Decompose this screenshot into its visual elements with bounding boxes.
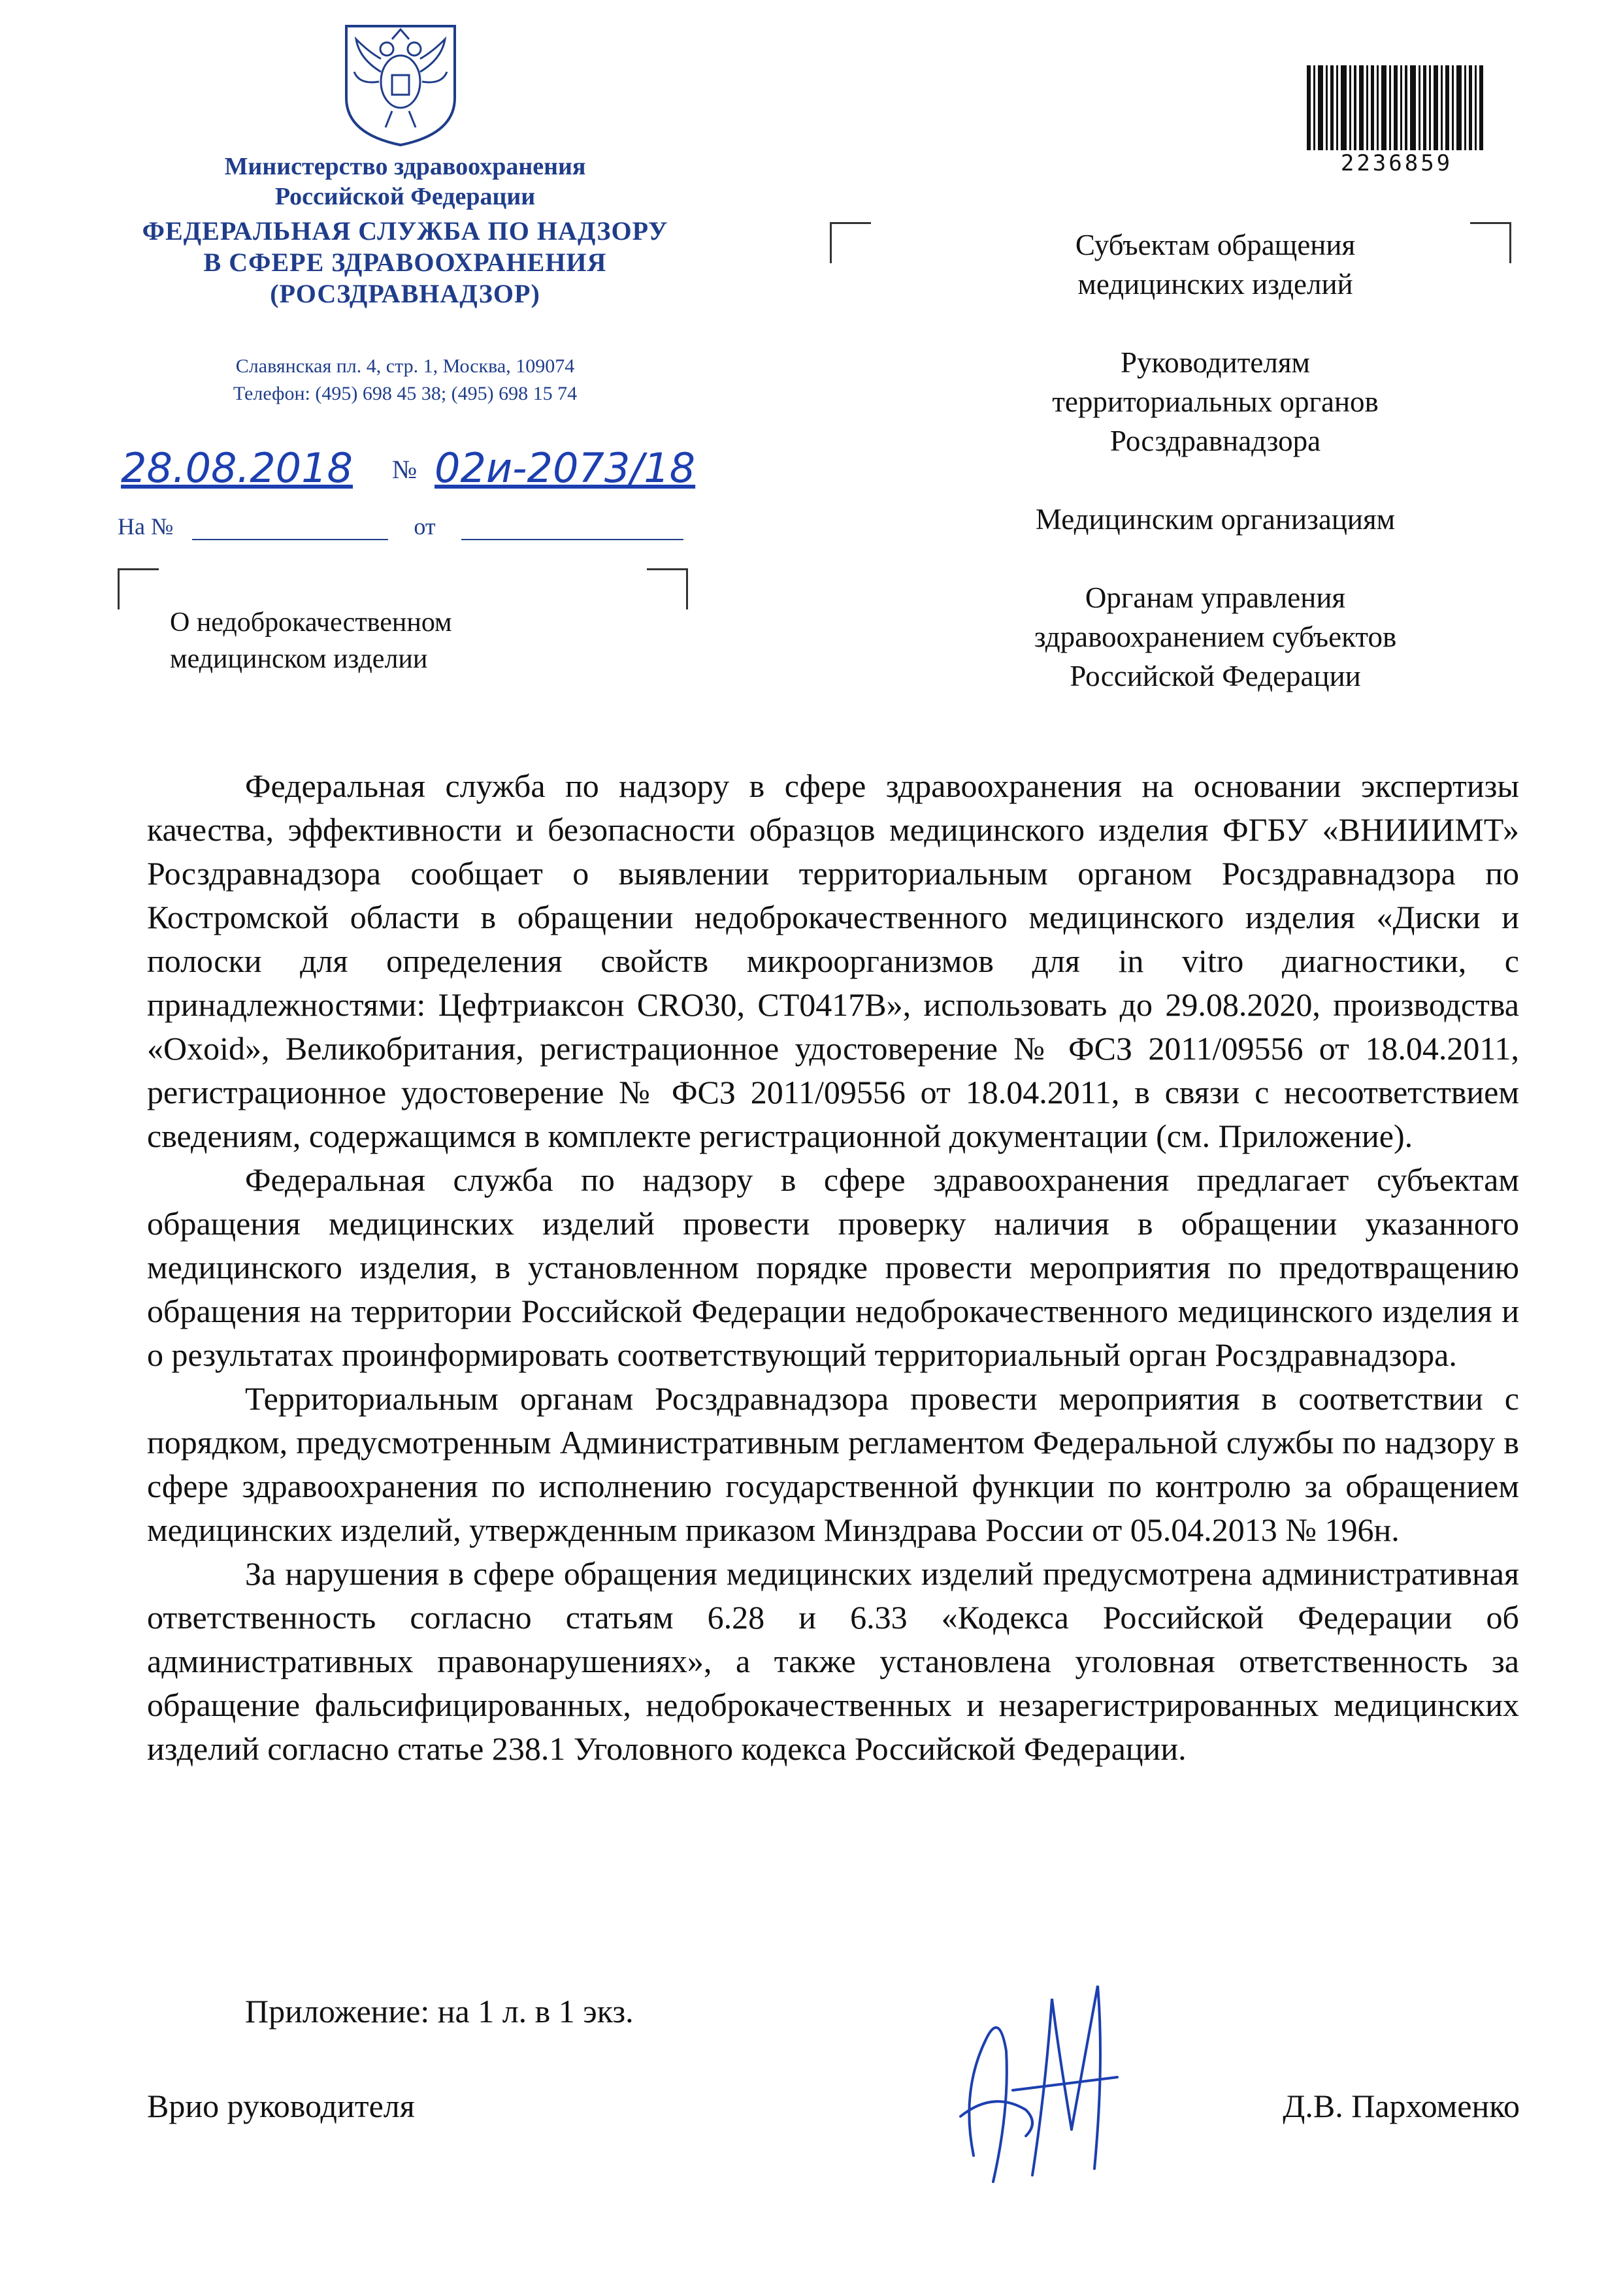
- addressee-line: медицинских изделий: [1077, 268, 1353, 300]
- letter-subject: [170, 604, 562, 677]
- state-emblem-icon: [340, 20, 461, 148]
- ministry-name: [150, 152, 660, 212]
- addressee-line: Медицинским организациям: [1035, 503, 1396, 536]
- service-line-2: В СФЕРЕ ЗДРАВООХРАНЕНИЯ: [203, 248, 607, 277]
- body-paragraph-3: Территориальным органам Росздравнадзора провести мероприятия в соответствии с порядком, предусмотренным Административным регламентом Федеральной службы по надзору в сфере здравоохранения по исполнению государственной функции по контролю за обращением медицинских изделий, утвержденным приказом Минздрава России от 05.04.2013 № 196н.: [147, 1380, 1519, 1548]
- ref-date-line: [461, 518, 683, 540]
- service-contacts: [131, 353, 680, 408]
- addressee-block: [902, 225, 1529, 735]
- addressee-line: Руководителям: [1121, 346, 1310, 379]
- attachment-note: Приложение: на 1 л. в 1 экз.: [245, 1993, 634, 2029]
- addressee-line: Российской Федерации: [1070, 660, 1361, 692]
- body-paragraph-2: Федеральная служба по надзору в сфере здравоохранения предлагает субъектам обращения медицинских изделий провести проверку наличия в обращении указанного медицинского изделия, в установленном порядке провести мероприятия по предотвращению обращения на территории Российской Федерации недоброкачественного медицинского изделия и о результатах проинформировать соответствующий территориальный орган Росздравнадзора.: [147, 1161, 1519, 1373]
- addressee-group: [902, 225, 1529, 304]
- number-sign: №: [392, 455, 418, 484]
- subject-bracket-right: [647, 568, 688, 609]
- addressee-line: Росздравнадзора: [1109, 425, 1321, 457]
- addressee-group: [902, 500, 1529, 539]
- ref-label: На №: [118, 513, 174, 540]
- service-name: [98, 216, 712, 310]
- service-line-1: ФЕДЕРАЛЬНАЯ СЛУЖБА ПО НАДЗОРУ: [142, 216, 668, 246]
- body-paragraph-4: За нарушения в сфере обращения медицинских изделий предусмотрена административная ответственность согласно статьям 6.28 и 6.33 «Кодекса Российской Федерации об административных правонарушениях», а также установлена уголовная ответственность за обращение фальсифицированных, недоброкачественных и незарегистрированных медицинских изделий согласно статье 238.1 Уголовного кодекса Российской Федерации.: [147, 1555, 1519, 1767]
- body-paragraph-1: Федеральная служба по надзору в сфере здравоохранения на основании экспертизы качества, эффективности и безопасности образцов медицинского изделия ФГБУ «ВНИИИМТ» Росздравнадзора сообщает о выявлении территориальным органом Росздравнадзора по Костромской области в обращении недоброкачественного медицинского изделия «Диски и полоски для определения свойств микроорганизмов для in vitro диагностики, с принадлежностями: Цефтриаксон CRO30, CT0417B», использовать до 29.08.2020, производства «Oxoid», Великобритания, регистрационное удостоверение № ФСЗ 2011/09556 от 18.04.2011, регистрационное удостоверение № ФСЗ 2011/09556 от 18.04.2011, в связи с несоответствием сведениям, содержащимся в комплекте регистрационной документации (см. Приложение).: [147, 768, 1519, 1154]
- reference-row: [118, 513, 683, 540]
- signer-name: Д.В. Пархоменко: [1283, 2088, 1520, 2124]
- addressee-line: территориальных органов: [1052, 385, 1379, 418]
- signer-position: Врио руководителя: [147, 2088, 415, 2124]
- service-address: Славянская пл. 4, стр. 1, Москва, 109074: [235, 355, 575, 377]
- letter-number: 02и-2073/18: [435, 444, 696, 492]
- ref-number-line: [192, 518, 388, 540]
- addressee-group: [902, 578, 1529, 696]
- letter-body: [147, 764, 1519, 1771]
- addressee-line: здравоохранением субъектов: [1034, 621, 1397, 653]
- addressee-line: Субъектам обращения: [1075, 229, 1356, 261]
- subject-line-2: медицинском изделии: [170, 644, 428, 674]
- address-bracket-left: [830, 222, 871, 263]
- service-phone: Телефон: (495) 698 45 38; (495) 698 15 74: [233, 383, 578, 404]
- ministry-line-2: Российской Федерации: [274, 183, 536, 210]
- from-label: от: [414, 513, 436, 540]
- barcode-number: 2236859: [1340, 150, 1453, 176]
- barcode-icon: [1307, 65, 1483, 150]
- letter-date: 28.08.2018: [121, 444, 353, 492]
- subject-bracket-left: [118, 568, 159, 609]
- ministry-line-1: Министерство здравоохранения: [224, 153, 586, 180]
- subject-line-1: О недоброкачественном: [170, 607, 452, 638]
- addressee-line: Органам управления: [1085, 581, 1346, 614]
- handwritten-signature-icon: [934, 1960, 1137, 2201]
- service-line-3: (РОСЗДРАВНАДЗОР): [270, 279, 540, 308]
- addressee-group: [902, 343, 1529, 461]
